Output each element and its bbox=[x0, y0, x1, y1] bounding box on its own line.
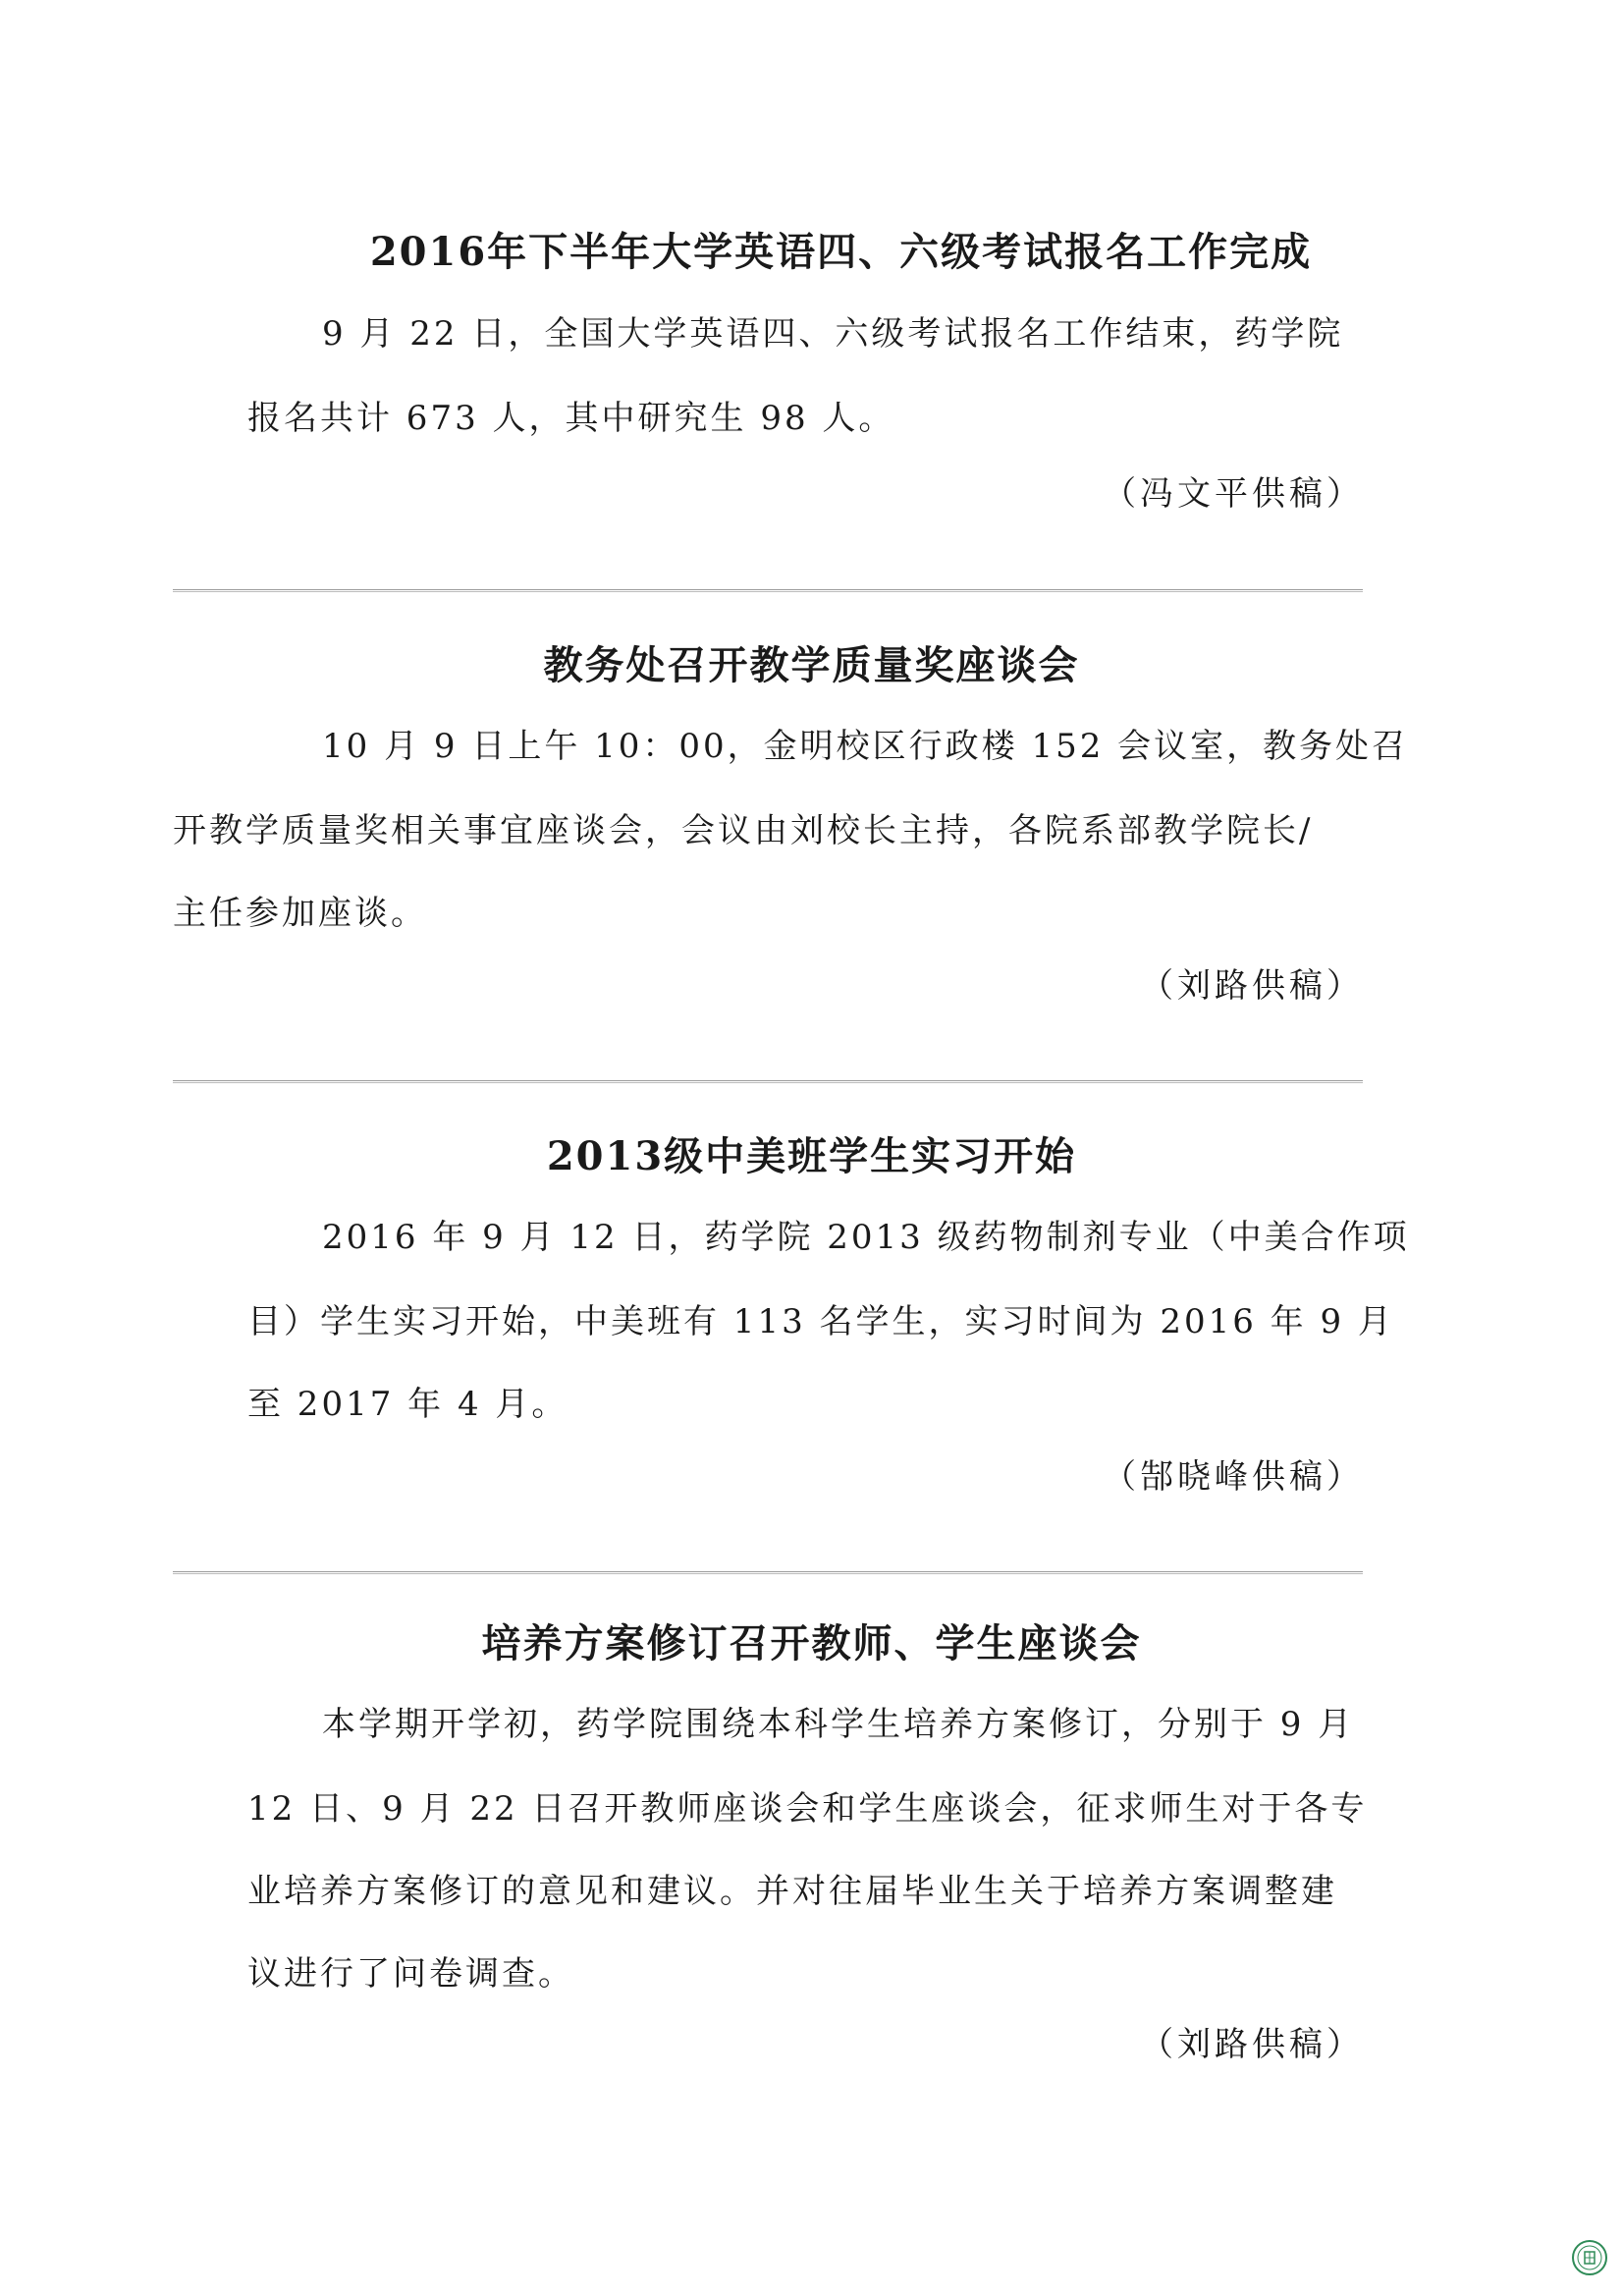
article-credit: （刘路供稿） bbox=[1140, 2025, 1364, 2064]
section-divider bbox=[173, 1571, 1363, 1574]
article-body-line: 10 月 9 日上午 10：00，金明校区行政楼 152 会议室，教务处召 bbox=[322, 727, 1409, 766]
article-body-line: 9 月 22 日，全国大学英语四、六级考试报名工作结束，药学院 bbox=[322, 314, 1344, 354]
university-seal-icon bbox=[1571, 2239, 1608, 2276]
article-body-line: 主任参加座谈。 bbox=[173, 894, 427, 933]
article-body-line: 本学期开学初，药学院围绕本科学生培养方案修订，分别于 9 月 bbox=[322, 1705, 1355, 1744]
article-credit: （冯文平供稿） bbox=[1103, 474, 1364, 514]
article-body-line: 2016 年 9 月 12 日，药学院 2013 级药物制剂专业（中美合作项 bbox=[322, 1218, 1410, 1257]
article-title: 2013级中美班学生实习开始 bbox=[546, 1133, 1077, 1179]
section-divider bbox=[173, 1080, 1363, 1083]
article-body-line: 至 2017 年 4 月。 bbox=[247, 1385, 568, 1424]
article-credit: （郜晓峰供稿） bbox=[1103, 1457, 1364, 1497]
article-body-line: 议进行了问卷调查。 bbox=[247, 1954, 574, 1994]
article-body-line: 12 日、9 月 22 日召开教师座谈会和学生座谈会，征求师生对于各专 bbox=[247, 1789, 1368, 1829]
section-divider bbox=[173, 589, 1363, 592]
article-credit: （刘路供稿） bbox=[1140, 966, 1364, 1006]
article-title: 2016年下半年大学英语四、六级考试报名工作完成 bbox=[369, 229, 1313, 275]
article-body-line: 目）学生实习开始，中美班有 113 名学生，实习时间为 2016 年 9 月 bbox=[247, 1302, 1394, 1341]
article-body-line: 报名共计 673 人，其中研究生 98 人。 bbox=[247, 399, 895, 438]
article-body-line: 业培养方案修订的意见和建议。并对往届毕业生关于培养方案调整建 bbox=[247, 1872, 1337, 1911]
article-title: 培养方案修订召开教师、学生座谈会 bbox=[481, 1620, 1142, 1667]
article-title: 教务处召开教学质量奖座谈会 bbox=[543, 642, 1080, 688]
article-body-line: 开教学质量奖相关事宜座谈会，会议由刘校长主持，各院系部教学院长/ bbox=[173, 811, 1314, 850]
